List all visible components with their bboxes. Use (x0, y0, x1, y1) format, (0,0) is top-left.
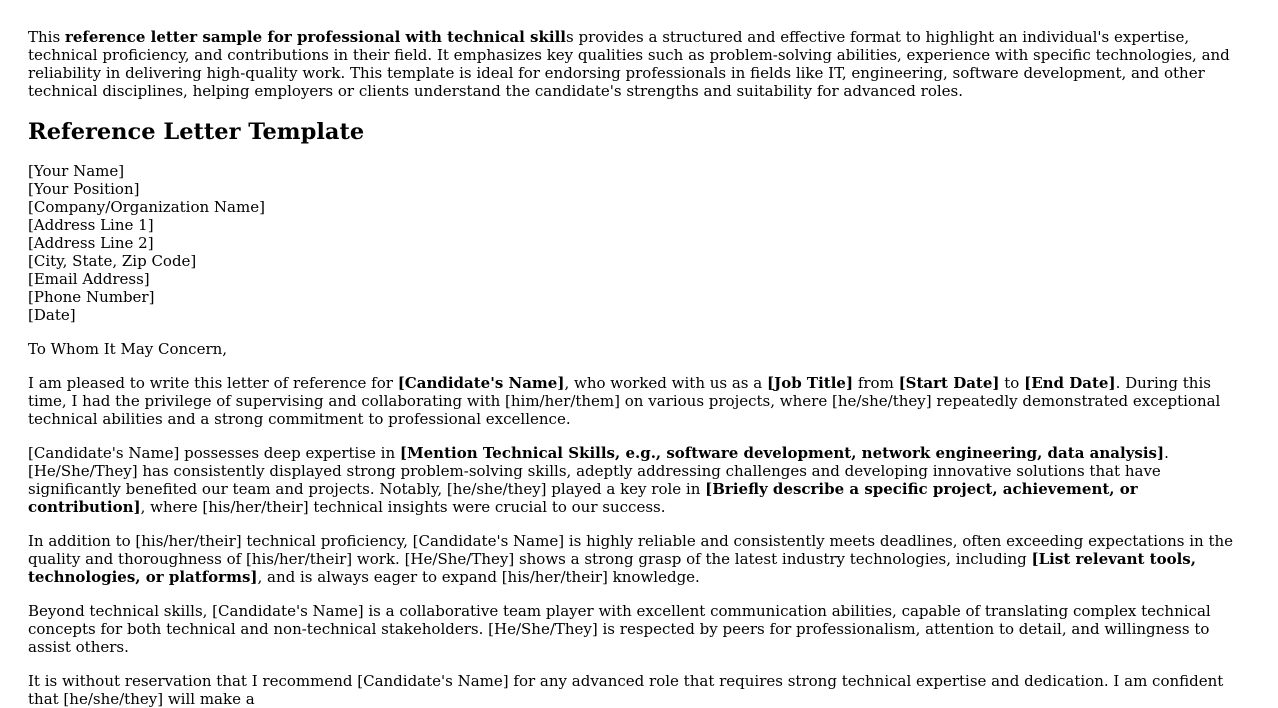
letter-paragraph-5: It is without reservation that I recommend [Candidate's Name] for any advanced role that requires strong technical expertise and dedication. I am confident that [he/she/they] will make a (28, 672, 1224, 708)
p1-text-1: I am pleased to write this letter of reference for (28, 374, 398, 392)
sender-name: [Your Name] (28, 162, 125, 180)
technical-skills-placeholder: [Mention Technical Skills, e.g., software development, network engineering, data analysis] (399, 444, 1165, 462)
start-date-placeholder: [Start Date] (898, 374, 1000, 392)
letter-paragraph-4: Beyond technical skills, [Candidate's Name] is a collaborative team player with excellent communication abilities, capable of translating complex technical concepts for both technical and non-technical stakeholders. [He/She/They] is respected by peers for professionalism, attention to detail, and willingness to assist others. (28, 602, 1211, 656)
p1-text-2: , who worked with us as a (564, 374, 767, 392)
project-placeholder: [Briefly describe a specific project, achievement, or contribution] (28, 480, 1138, 516)
sender-phone: [Phone Number] (28, 288, 155, 306)
letter-paragraph-3 (28, 532, 1250, 586)
letter-paragraph-2 (28, 444, 1250, 516)
p3-text-1: In addition to [his/her/their] technical proficiency, [Candidate's Name] is highly reliable and consistently meets deadlines, often exceeding expectations in the quality and thoroughness of [his/her/their] work. [He/She/They] shows a strong grasp of the latest industry technologies, including (28, 532, 1234, 568)
sender-company: [Company/Organization Name] (28, 198, 265, 216)
end-date-placeholder: [End Date] (1024, 374, 1116, 392)
p2-text-1: [Candidate's Name] possesses deep expertise in (28, 444, 400, 462)
sender-position: [Your Position] (28, 180, 140, 198)
p1-text-4: to (999, 374, 1025, 392)
sender-address-block (28, 162, 1250, 324)
intro-text-1: This (28, 28, 65, 46)
page-title: Reference Letter Template (28, 119, 365, 145)
salutation: To Whom It May Concern, (28, 340, 228, 358)
letter-date: [Date] (28, 306, 76, 324)
tools-placeholder: [List relevant tools, technologies, or platforms] (28, 550, 1196, 586)
intro-bold-keyword: reference letter sample for professional with technical skill (64, 28, 566, 46)
sender-address-line-2: [Address Line 2] (28, 234, 154, 252)
sender-city-state-zip: [City, State, Zip Code] (28, 252, 197, 270)
p1-text-3: from (853, 374, 899, 392)
p2-text-3: , where [his/her/their] technical insights were crucial to our success. (140, 498, 666, 516)
p2-text-2: . [He/She/They] has consistently displayed strong problem-solving skills, adeptly addressing challenges and developing innovative solutions that have significantly benefited our team and projects. Notably, [he/she/they] played a key role in (28, 444, 1169, 498)
p3-text-2: , and is always eager to expand [his/her/their] knowledge. (257, 568, 700, 586)
sender-email: [Email Address] (28, 270, 150, 288)
intro-text-2: s provides a structured and effective format to highlight an individual's expertise, technical proficiency, and contributions in their field. It emphasizes key qualities such as problem-solving abilities, experience with specific technologies, and reliability in delivering high-quality work. This template is ideal for endorsing professionals in fields like IT, engineering, software development, and other technical disciplines, helping employers or clients understand the candidate's strengths and suitability for advanced roles. (28, 28, 1230, 100)
intro-paragraph (28, 28, 1250, 100)
job-title-placeholder: [Job Title] (767, 374, 854, 392)
letter-paragraph-1 (28, 374, 1250, 428)
candidate-name-placeholder: [Candidate's Name] (397, 374, 565, 392)
sender-address-line-1: [Address Line 1] (28, 216, 154, 234)
p1-text-5: . During this time, I had the privilege of supervising and collaborating with [him/her/them] on various projects, where [he/she/they] repeatedly demonstrated exceptional technical abilities and a strong commitment to professional excellence. (28, 374, 1221, 428)
